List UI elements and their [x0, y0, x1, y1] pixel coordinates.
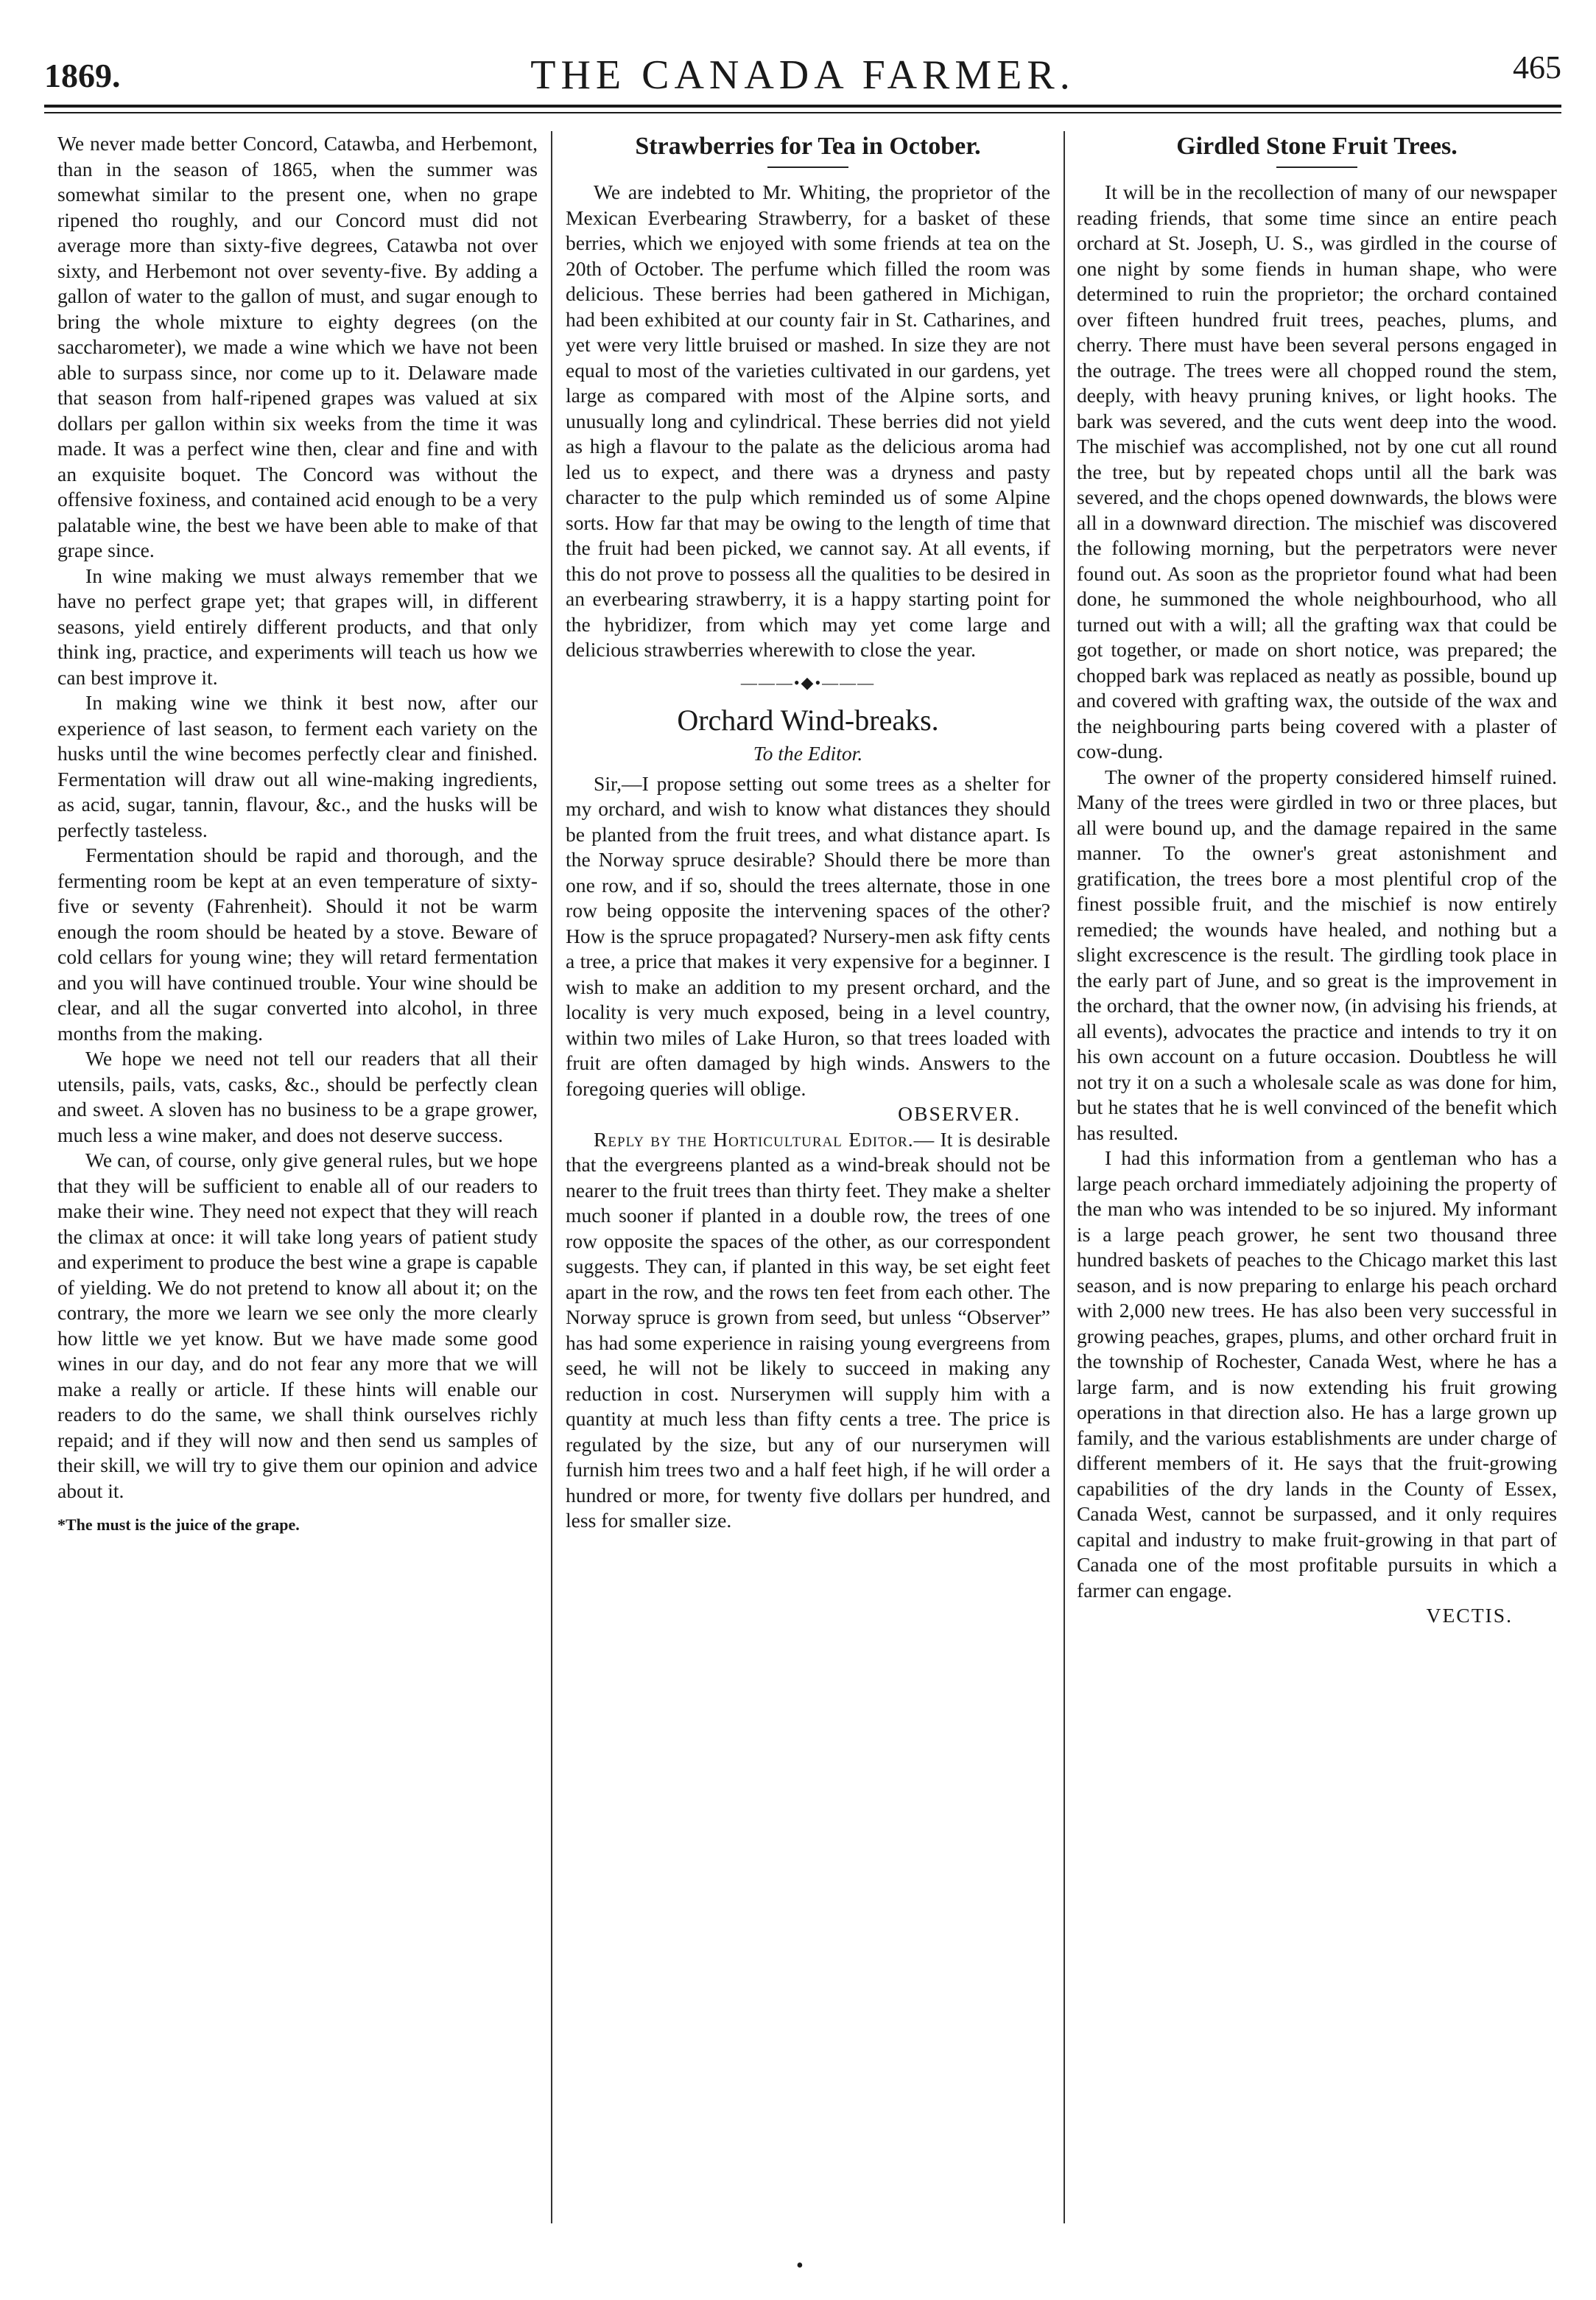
header-rule-thin	[44, 112, 1561, 113]
paragraph: We hope we need not tell our readers that all their utensils, pails, vats, casks, &c., should be perfectly clean and sweet. A sloven has no business to be a grape grower, much less a wine maker, and does not deserve success.	[57, 1047, 538, 1146]
column-divider	[1064, 131, 1065, 2223]
column-2	[566, 131, 1050, 2238]
bottom-mark: •	[796, 2254, 804, 2277]
header-rule	[44, 105, 1561, 108]
column-1	[57, 131, 538, 2253]
paragraph: Sir,—I propose setting out some trees as a shelter for my orchard, and wish to know what distances they should be planted from the fruit trees, and what distance apart. Is the Norway spruce desirable? Should there be more than one row, and if so, should the trees alternate, those in one row being opposite the intervening spaces of the other? How is the spruce propagated? Nursery-men ask fifty cents a tree, a price that makes it very expensive for a beginner. I wish to make an addition to my present orchard, and the locality is very much exposed, being in a level country, within two miles of Lake Huron, so that trees loaded with fruit are often damaged by high winds. Answers to the foregoing queries will oblige.	[566, 771, 1050, 1100]
paragraph: We are indebted to Mr. Whiting, the proprietor of the Mexican Everbearing Strawberry, for a basket of these berries, which we enjoyed with some friends at tea on the 20th of October. The perfume which filled the room was delicious. These berries had been gathered in Michigan, had been exhibited at our county fair in St. Catharines, and yet were very little bruised or mashed. In size they are not equal to most of the varieties cultivated in our gardens, yet large as compared with most of the Alpine sorts, and unusually long and cylindrical. These berries did not yield as high a flavour to the palate as the delicious aroma had led us to expect, and there was a dryness and pasty character to the pulp which reminded us of some Alpine sorts. How far that may be owing to the length of time that the fruit had been picked, we cannot say. At all events, if this do not prove to possess all the qualities to be desired in an everbearing strawberry, it is a happy starting point for the hybridizer, from which may yet come large and delicious strawberries wherewith to close the year.	[566, 180, 1050, 661]
article-subtitle: To the Editor.	[753, 742, 863, 765]
paragraph: We can, of course, only give general rules, but we hope that they will be sufficient to enable all of our readers to make their wine. They need not expect that they will reach the climax at once: it will take long years of patient study and experiment to produce the best wine a grape is capable of yielding. We do not pretend to know all about it; on the contrary, the more we learn we see only the more clearly how little we yet know. But we have made some good wines in our day, and do not fear any more that we will make a really or article. If these hints will enable our readers to do the same, we shall think ourselves richly repaid; and if they will now and then send us samples of their skill, we will try to give them our opinion and advice about it.	[57, 1149, 538, 1502]
title-rule	[767, 166, 848, 168]
paragraph: It will be in the recollection of many of our newspaper reading friends, that some time since an entire peach orchard at St. Joseph, U. S., was girdled in the course of one night by some fiends in human shape, who were determined to ruin the proprietor; the orchard contained over fifteen hundred fruit trees, peaches, plums, and cherry. There must have been several persons engaged in the outrage. The trees were all chopped round the stem, deeply, with heavy pruning knives, or light hooks. The bark was severed, and the cuts went deep into the wood. The mischief was accomplished, not by one cut all round the tree, but by repeated chops until all the bark was severed, and the chops opened downwards, the blows were all in a downward direction. The mischief was discovered the following morning, but the perpetrators were never found out. As soon as the proprietor found what had been done, he summoned the whole neighbourhood, who all turned out with a will; all the grafting wax that could be got together, or made on short notice, was prepared; the chopped bark was replaced as neatly as possible, bound up and covered with grafting wax, the outside of the wax and the neighbouring parts being covered with a plaster of cow-dung.	[1077, 180, 1557, 762]
reply-paragraph	[566, 1127, 1050, 1534]
article-signature: VECTIS.	[1426, 1604, 1513, 1627]
publication-title: THE CANADA FARMER.	[530, 52, 1075, 98]
page-number: 465	[1513, 49, 1561, 85]
letter-signature: OBSERVER.	[898, 1102, 1021, 1125]
paragraph: We never made better Concord, Catawba, and Herbemont, than in the season of 1865, when the summer was somewhat similar to the present one, when no grape ripened tho roughly, and our Concord must did not average more than sixty-five degrees, Catawba not over sixty, and Herbemont not over seventy-five. By adding a gallon of water to the gallon of must, and sugar enough to bring the whole mixture to eighty degrees (on the saccharometer), we made a wine which we have not been able to surpass since, nor come up to it. Delaware made that season from half-ripened grapes was valued at six dollars per gallon within six weeks from the time it was made. It was a perfect wine then, clear and fine and with an exquisite boquet. The Concord was without the offensive foxiness, and contained acid enough to be a very palatable wine, the best we have been able to make of that grape since.	[57, 132, 538, 561]
article-title-windbreaks: Orchard Wind-breaks.	[677, 704, 939, 737]
column-divider	[551, 131, 552, 2223]
reply-text: It is desirable that the evergreens planted as a wind-break should not be nearer to the fruit trees than thirty feet. They make a shelter much sooner if planted in a double row, the trees of one row opposite the spaces of the other, as our correspondent suggests. They can, if planted in this way, be set eight feet apart in the row, and the rows ten feet from each other. The Norway spruce is grown from seed, but unless “Observer” has had some experience in raising young evergreens from seed, he will not be likely to succeed in making any reduction in cost. Nurserymen will supply him with a quantity at much less than fifty cents a tree. The price is regulated by the size, but any of our nurserymen will furnish him trees two and a half feet high, if he will order a hundred or more, for twenty five dollars per hundred, and less for smaller size.	[566, 1127, 1050, 1532]
section-ornament: ———•◆•———	[740, 673, 876, 692]
page-header	[44, 28, 1561, 102]
paragraph: In making wine we think it best now, after our experience of last season, to ferment each variety on the husks until the wine becomes perfectly clear and finished. Fermentation will draw out all wine-making ingredients, as acid, sugar, tannin, flavour, &c., and the husks will be perfectly tasteless.	[57, 691, 538, 841]
paragraph: Fermentation should be rapid and thorough, and the fermenting room be kept at an even temperature of sixty-five or seventy (Fahrenheit). Should it not be warm enough the room should be heated by a stove. Beware of cold cellars for young wine; they will retard fermentation and you will have continued trouble. Your wine should be clear, and all the sugar converted into alcohol, in three months from the making.	[57, 844, 538, 1045]
column-3	[1077, 131, 1557, 2238]
article-title-strawberries: Strawberries for Tea in October.	[635, 133, 981, 160]
paragraph: The owner of the property considered himself ruined. Many of the trees were girdled in two or three places, but all were bound up, and the damage repaired in the same manner. To the owner's great astonishment and gratification, the trees bore a most plentiful crop of the finest possible fruit, and the mischief is now entirely remedied; the wounds have healed, and nothing but a slight excrescence is the result. The girdling took place in the early part of June, and so great is the improvement in the orchard, that the owner now, (in advising his friends, at all events), advocates the practice and intends to try it on his own account on a future occasion. Doubtless he will not try it on a such a wholesale scale as was done for him, but he states that he is well convinced of the benefit which has resulted.	[1077, 765, 1557, 1144]
paragraph: I had this information from a gentleman who has a large peach orchard immediately adjoining the property of the man who was intended to be so injured. My informant is a large peach grower, he sent two thousand three hundred baskets of peaches to the Chicago market this last season, and is now preparing to enlarge his peach orchard with 2,000 new trees. He has also been very successful in growing peaches, grapes, plums, and other orchard fruit in the township of Rochester, Canada West, where he has a large farm, and is now extending his fruit growing operations in that direction also. He has a large grown up family, and the various establishments are under charge of different members of it. He says that the fruit-growing capabilities of the dry lands in the County of Essex, Canada West, cannot be surpassed, and it only requires capital and industry to make fruit-growing in that part of Canada one of the most profitable pursuits in which a farmer can engage.	[1077, 1146, 1557, 1602]
article-title-girdled: Girdled Stone Fruit Trees.	[1176, 133, 1458, 160]
title-rule	[1276, 166, 1357, 168]
paragraph: In wine making we must always remember that we have no perfect grape yet; that grapes will, in different seasons, yield entirely different products, and that only think ing, practice, and experiments will teach us how we can best improve it.	[57, 564, 538, 689]
footnote: *The must is the juice of the grape.	[57, 1515, 300, 1534]
header-year: 1869.	[44, 57, 121, 94]
reply-lead: Reply by the Horticultural Editor.—	[594, 1127, 935, 1151]
